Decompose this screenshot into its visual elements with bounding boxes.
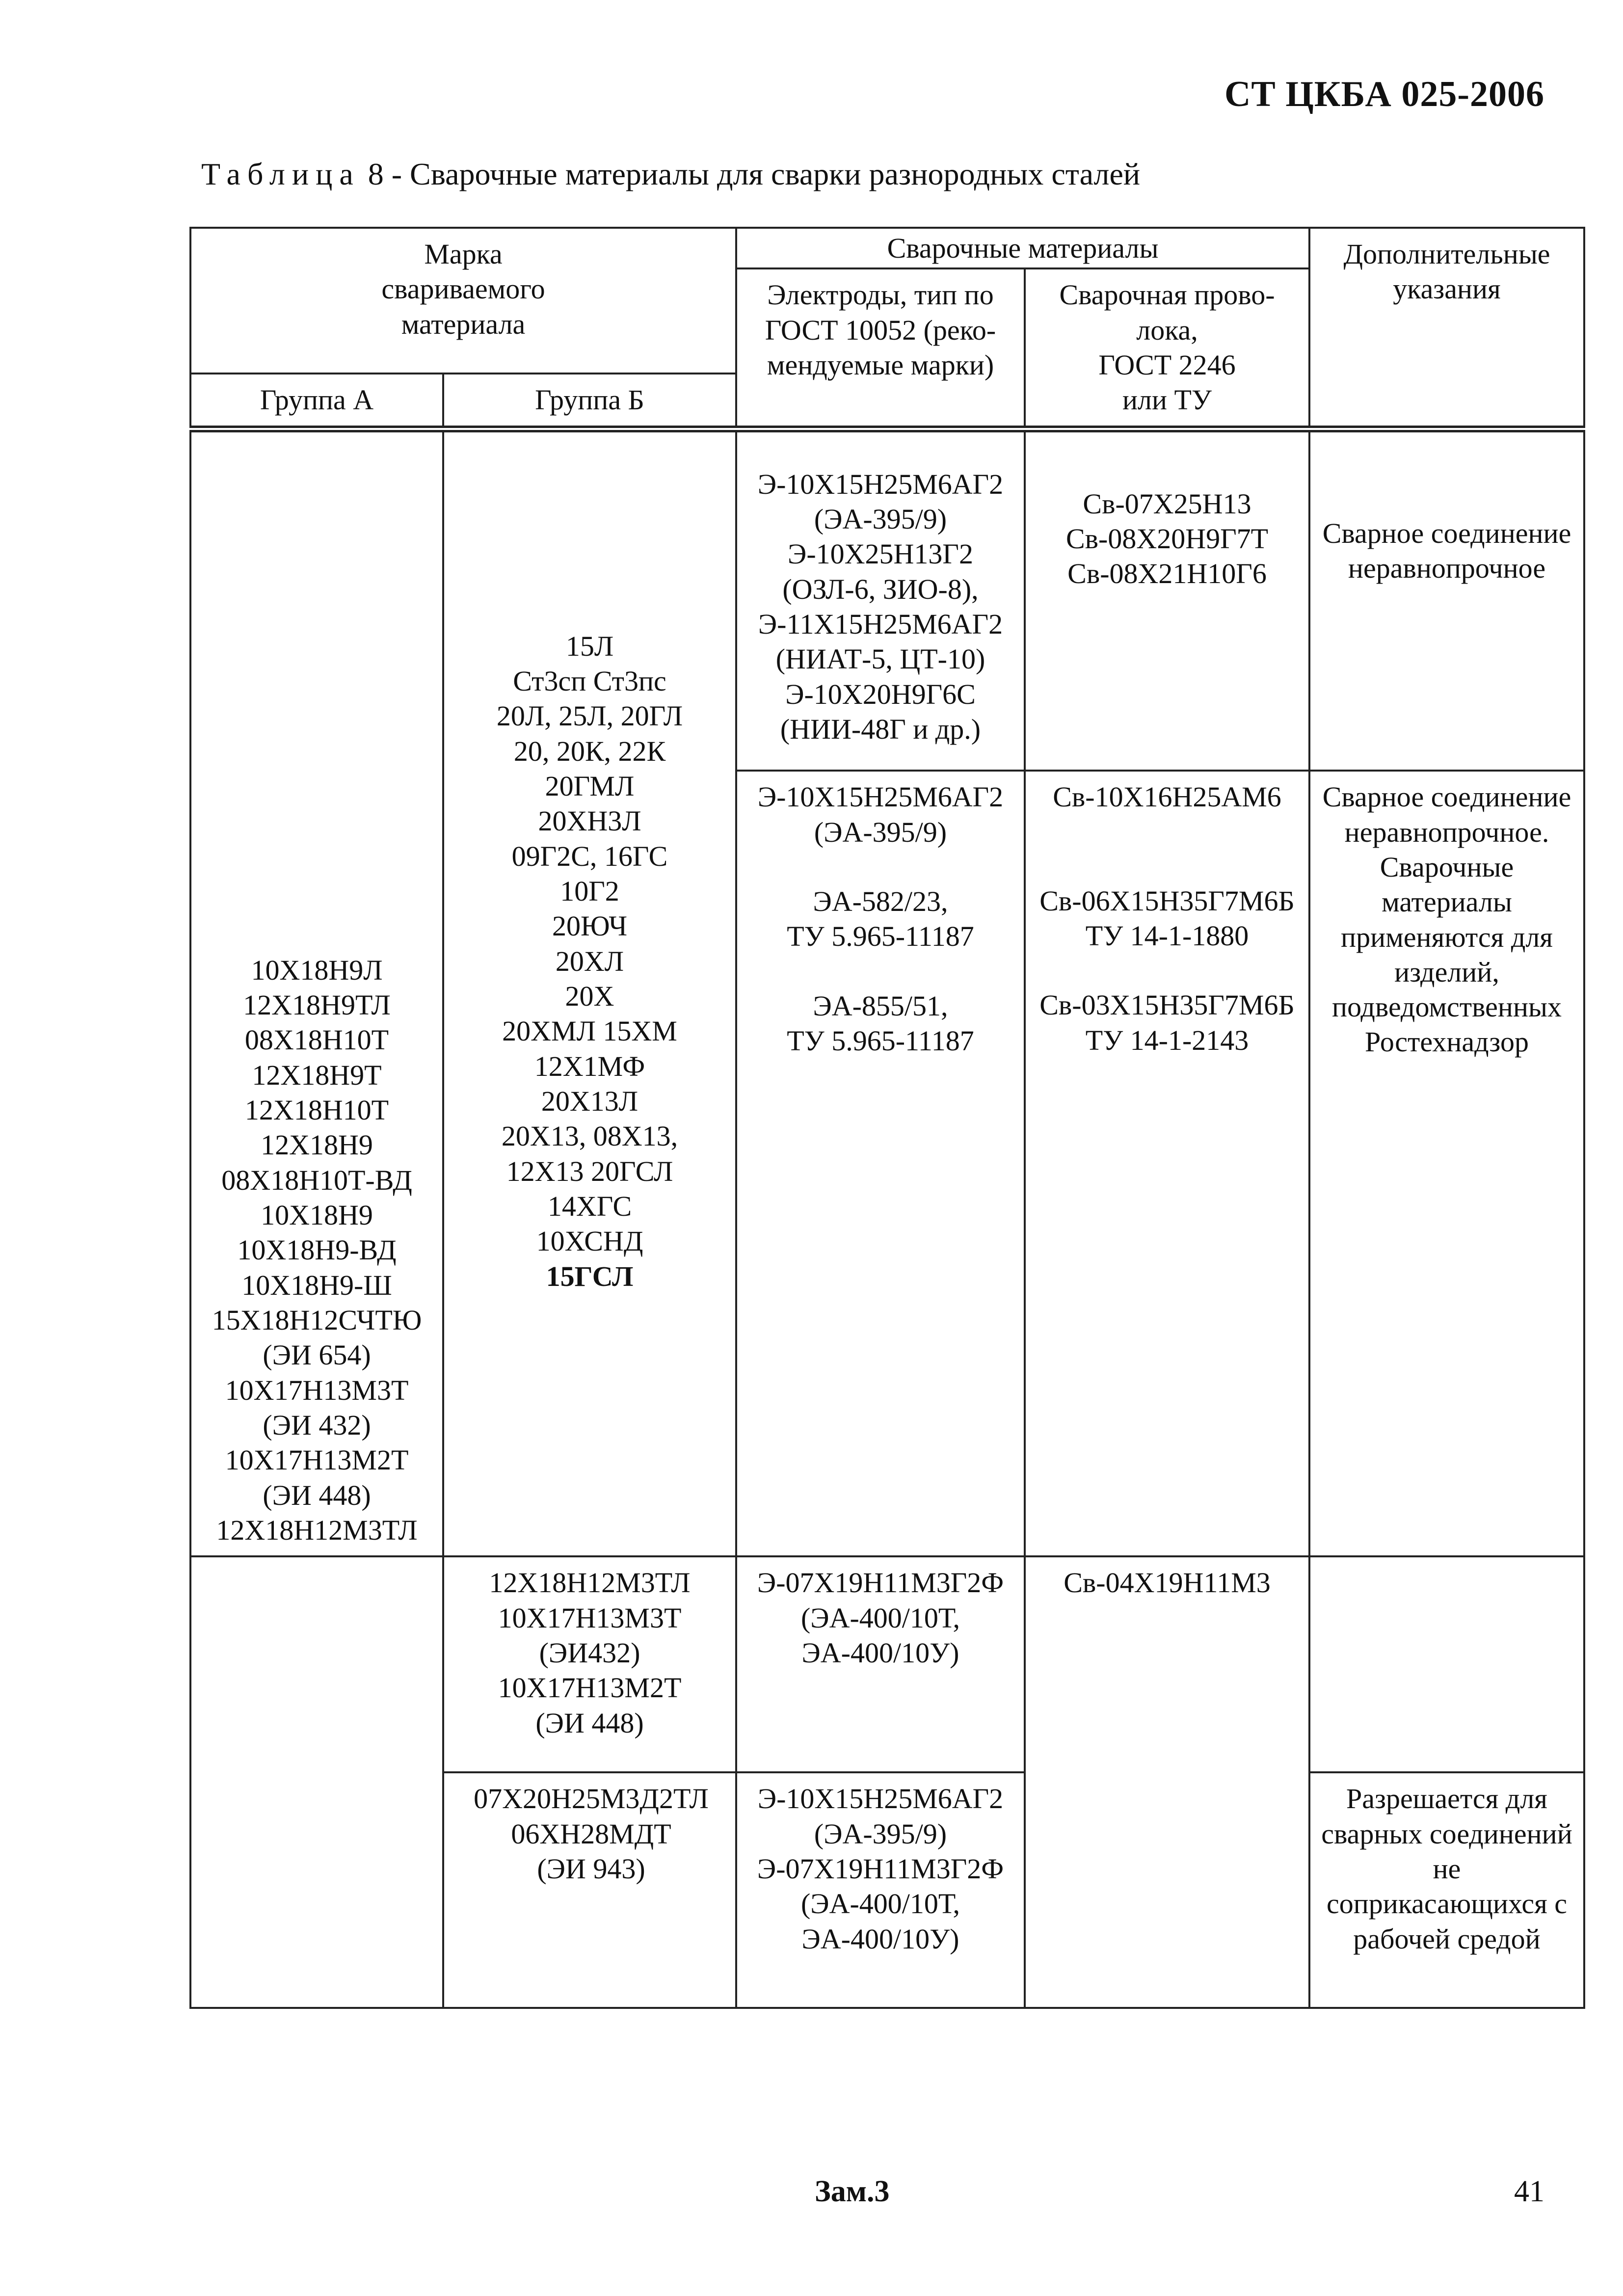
group-a-cell: 10Х18Н9Л 12Х18Н9ТЛ 08Х18Н10Т 12Х18Н9Т 12Х18Н10Т 12Х18Н9 08Х18Н10Т-ВД 10Х18Н9 10Х18Н9-ВД 10Х18Н9-Ш 15Х18Н12СЧТЮ (ЭИ 654) 10Х17Н13М3Т (ЭИ 432) 10Х17Н13М2Т (ЭИ 448) 12Х18Н12М3ТЛ [190, 429, 443, 1557]
document-code: СТ ЦКБА 025-2006 [1224, 74, 1544, 114]
header-group-b: Группа Б [443, 374, 736, 428]
page-number: 41 [1514, 2175, 1544, 2208]
change-note: Зам.3 [815, 2175, 890, 2208]
table-row [190, 1556, 1584, 1772]
caption-number: 8 [368, 157, 384, 191]
welding-materials-table [189, 227, 1585, 2009]
header-materials: Сварочные материалы [736, 228, 1309, 268]
row4-group-b: 07Х20Н25М3Д2ТЛ 06ХН28МДТ (ЭИ 943) [443, 1772, 736, 2008]
table-caption [201, 156, 1140, 192]
caption-title: - Сварочные материалы для сварки разнородных сталей [391, 157, 1141, 191]
group-b-cell-1: 15Л Ст3сп Ст3пс 20Л, 25Л, 20ГЛ 20, 20К, 22К 20ГМЛ 20ХН3Л 09Г2С, 16ГС 10Г2 20ЮЧ 20ХЛ 20Х 20ХМЛ 15ХМ 12Х1МФ 20Х13Л 20Х13, 08Х13, 12Х13 20ГСЛ 14ХГС 10ХСНД 15ГСЛ [443, 429, 736, 1557]
table-row [190, 429, 1584, 771]
row1-note: Сварное соединение неравнопрочное [1309, 429, 1584, 771]
row34-wire: Св-04Х19Н11М3 [1025, 1556, 1309, 2008]
row1-electrodes: Э-10Х15Н25М6АГ2 (ЭА-395/9) Э-10Х25Н13Г2 (ОЗЛ-6, ЗИО-8), Э-11Х15Н25М6АГ2 (НИАТ-5, ЦТ-10) Э-10Х20Н9Г6С (НИИ-48Г и др.) [736, 429, 1025, 771]
header-group-a: Группа А [190, 374, 443, 428]
header-mark: Марка свариваемого материала [190, 228, 736, 374]
header-electrodes: Электроды, тип по ГОСТ 10052 (реко- мендуемые марки) [736, 268, 1025, 428]
row2-electrodes: Э-10Х15Н25М6АГ2 (ЭА-395/9) ЭА-582/23, ТУ 5.965-11187 ЭА-855/51, ТУ 5.965-11187 [736, 771, 1025, 1556]
header-notes: Дополнительные указания [1309, 228, 1584, 429]
row4-electrodes: Э-10Х15Н25М6АГ2 (ЭА-395/9) Э-07Х19Н11М3Г2Ф (ЭА-400/10Т, ЭА-400/10У) [736, 1772, 1025, 2008]
row3-note-empty [1309, 1556, 1584, 1772]
row2-wire: Св-10Х16Н25АМ6 Св-06Х15Н35Г7М6Б ТУ 14-1-1880 Св-03Х15Н35Г7М6Б ТУ 14-1-2143 [1025, 771, 1309, 1556]
row4-note: Разрешается для сварных соединений не соприкасающихся с рабочей средой [1309, 1772, 1584, 2008]
caption-prefix: Таблица [201, 157, 360, 191]
group-b-bold-grade: 15ГСЛ [546, 1260, 634, 1292]
row3-group-b: 12Х18Н12М3ТЛ 10Х17Н13М3Т (ЭИ432) 10Х17Н13М2Т (ЭИ 448) [443, 1556, 736, 1772]
header-row-1 [190, 228, 1584, 268]
group-a-empty-cell [190, 1556, 443, 2008]
row3-electrodes: Э-07Х19Н11М3Г2Ф (ЭА-400/10Т, ЭА-400/10У) [736, 1556, 1025, 1772]
header-wire: Сварочная прово- лока, ГОСТ 2246 или ТУ [1025, 268, 1309, 428]
row2-note: Сварное соединение неравнопрочное. Сварочные материалы применяются для изделий, подведомственных Ростехнадзор [1309, 771, 1584, 1556]
row1-wire: Св-07Х25Н13 Св-08Х20Н9Г7Т Св-08Х21Н10Г6 [1025, 429, 1309, 771]
